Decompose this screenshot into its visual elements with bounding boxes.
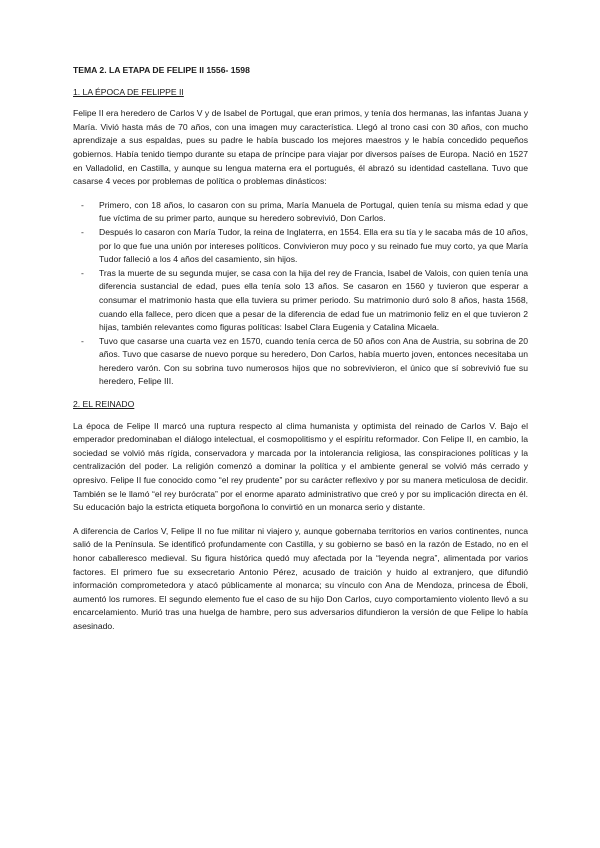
bullet-dash: - <box>81 267 84 278</box>
document-body <box>73 64 528 644</box>
marriages-list <box>73 199 528 389</box>
bullet-dash: - <box>81 199 84 210</box>
bullet-dash: - <box>81 226 84 237</box>
section-2-paragraph: A diferencia de Carlos V, Felipe II no fue militar ni viajero y, aunque gobernaba territorios en varios continentes, nunca salió de la Península. Se identificó profundamente con Castilla, y su gobierno se basó en la razón de Estado, no en el honor caballeresco medieval. Su figura histórica quedó muy afectada por la “leyenda negra”, alimentada por varios factores. El primero fue su exsecretario Antonio Pérez, acusado de traición y huido al extranjero, que difundió información comprometedora y atacó públicamente al monarca; su vínculo con Ana de Mendoza, princesa de Éboli, aumentó los rumores. El segundo elemento fue el caso de su hijo Don Carlos, cuyo comportamiento violento llevó a su encarcelamiento. Murió tras una huelga de hambre, pero sus adversarios difundieron la versión de que Felipe lo había asesinado. <box>73 525 528 631</box>
section-1-intro: Felipe II era heredero de Carlos V y de Isabel de Portugal, que eran primos, y tenía dos hermanas, las infantas Juana y María. Vivió hasta más de 70 años, con una imagen muy característica. Llegó al trono casi con 30 años, con mucho aprendizaje a sus espaldas, pues su padre le había buscado los mejores maestros y le había concedido pequeños gobiernos. Había tenido tiempo durante su etapa de príncipe para viajar por diversos países de Europa. Nació en 1527 en Valladolid, en Castilla, y aunque su lengua materna era el portugués, él abrazó su identidad castellana. Tuvo que casarse 4 veces por problemas de política o problemas dinásticos: <box>73 108 528 187</box>
section-1-heading: 1. LA ÉPOCA DE FELIPPE II <box>73 86 184 97</box>
list-item <box>73 335 528 389</box>
list-item <box>73 226 528 267</box>
list-item-text: Tras la muerte de su segunda mujer, se casa con la hija del rey de Francia, Isabel de Valois, con quien tenía una diferencia sustancial de edad, pues ella tenía solo 13 años. Se casaron en 1560 y tuvieron que esperar a consumar el matrimonio hasta que ella tuviera su primer periodo. Su matrimonio duró solo 8 años, hasta 1568, cuando ella fallece, pero dicen que a pesar de la diferencia de edad fue un matrimonio feliz en el que tuvieron 2 hijas, también relevantes como figuras políticas: Isabel Clara Eugenia y Catalina Micaela. <box>99 267 528 333</box>
list-item <box>73 267 528 335</box>
list-item <box>73 199 528 226</box>
list-item-text: Primero, con 18 años, lo casaron con su prima, María Manuela de Portugal, quien tenía su misma edad y que fue víctima de su primer parto, aunque su heredero sobrevivió, Don Carlos. <box>99 199 528 224</box>
bullet-dash: - <box>81 335 84 346</box>
list-item-text: Después lo casaron con María Tudor, la reina de Inglaterra, en 1554. Ella era su tía y le sacaba más de 10 años, por lo que fue una unión por intereses políticos. Convivieron muy poco y su reinado fue muy corto, ya que María Tudor falleció a los 4 años del casamiento, sin hijos. <box>99 226 528 265</box>
section-2-paragraph: La época de Felipe II marcó una ruptura respecto al clima humanista y optimista del reinado de Carlos V. Bajo el emperador predominaban el diálogo intelectual, el cosmopolitismo y el espíritu reformador. Con Felipe II, en cambio, la sociedad se volvió más rígida, conservadora y marcada por la intolerancia religiosa, las conspiraciones políticas y la centralización del poder. La religión comenzó a dominar la política y el ambiente general se volvió más cerrado y opresivo. Felipe II fue conocido como “el rey prudente” por su carácter reflexivo y por su manera meticulosa de decidir. También se le llamó “el rey burócrata” por el enorme aparato administrativo que creó y por su implicación directa en él. Su educación bajo la estricta etiqueta borgoñona lo convirtió en un monarca serio y distante. <box>73 420 528 513</box>
document-title: TEMA 2. LA ETAPA DE FELIPE II 1556- 1598 <box>73 65 250 75</box>
section-2-heading: 2. EL REINADO <box>73 399 135 410</box>
list-item-text: Tuvo que casarse una cuarta vez en 1570, cuando tenía cerca de 50 años con Ana de Austria, su sobrina de 20 años. Tuvo que casarse de nuevo porque su heredero, Don Carlos, había muerto joven, entonces necesitaba un heredero varón. Con su sobrina tuvo numerosos hijos que no sobrevivieron, el único que sí sobrevivió fue su heredero, Felipe III. <box>99 335 528 387</box>
